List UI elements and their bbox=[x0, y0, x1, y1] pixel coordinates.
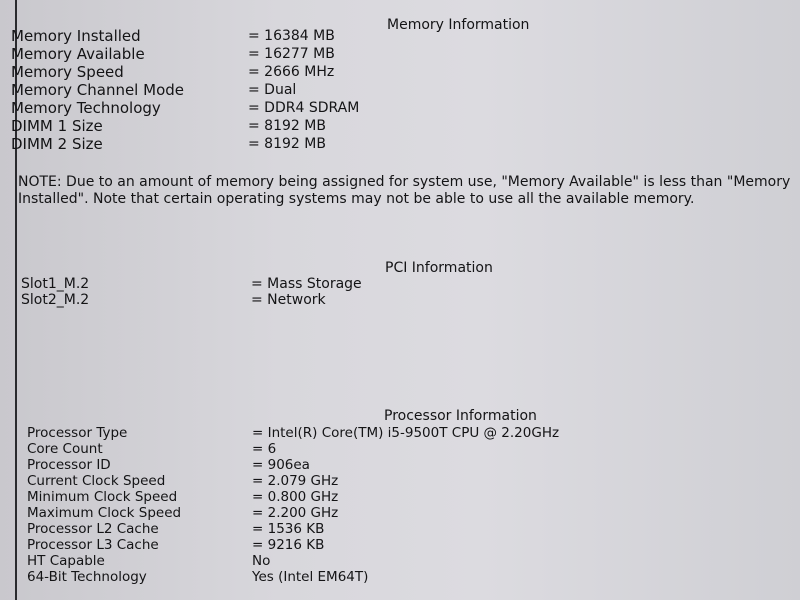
processor-row bbox=[0, 569, 800, 587]
current-clock-speed-label: Current Clock Speed bbox=[27, 473, 166, 489]
slot1-value: = Mass Storage bbox=[251, 276, 362, 292]
dimm1-size-value: = 8192 MB bbox=[248, 118, 326, 134]
memory-installed-value: = 16384 MB bbox=[248, 28, 335, 44]
memory-technology-value: = DDR4 SDRAM bbox=[248, 100, 360, 116]
dimm2-size-value: = 8192 MB bbox=[248, 136, 326, 152]
minimum-clock-speed-value: = 0.800 GHz bbox=[252, 489, 339, 505]
memory-row bbox=[0, 117, 800, 135]
core-count-value: = 6 bbox=[252, 441, 277, 457]
dimm2-size-label: DIMM 2 Size bbox=[11, 135, 103, 153]
memory-row bbox=[0, 81, 800, 99]
l2-cache-label: Processor L2 Cache bbox=[27, 521, 159, 537]
memory-row bbox=[0, 63, 800, 81]
slot2-label: Slot2_M.2 bbox=[21, 292, 90, 308]
memory-installed-label: Memory Installed bbox=[11, 27, 141, 45]
maximum-clock-speed-label: Maximum Clock Speed bbox=[27, 505, 182, 521]
ht-capable-value: No bbox=[252, 553, 271, 569]
memory-channel-mode-label: Memory Channel Mode bbox=[11, 81, 184, 99]
processor-type-label: Processor Type bbox=[27, 425, 128, 441]
l3-cache-label: Processor L3 Cache bbox=[27, 537, 159, 553]
processor-section-title: Processor Information bbox=[384, 408, 537, 424]
memory-row bbox=[0, 135, 800, 153]
ht-capable-label: HT Capable bbox=[27, 553, 105, 569]
memory-technology-label: Memory Technology bbox=[11, 99, 161, 117]
64bit-technology-value: Yes (Intel EM64T) bbox=[252, 569, 369, 585]
memory-available-value: = 16277 MB bbox=[248, 46, 335, 62]
minimum-clock-speed-label: Minimum Clock Speed bbox=[27, 489, 178, 505]
memory-row bbox=[0, 99, 800, 117]
l2-cache-value: = 1536 KB bbox=[252, 521, 325, 537]
dimm1-size-label: DIMM 1 Size bbox=[11, 117, 103, 135]
memory-note-text: NOTE: Due to an amount of memory being assigned for system use, "Memory Available" is less than "Memory Installed". Note that certain operating systems may not be able to use all the available memory. bbox=[18, 174, 791, 207]
processor-id-value: = 906ea bbox=[252, 457, 310, 473]
processor-type-value: = Intel(R) Core(TM) i5-9500T CPU @ 2.20GHz bbox=[252, 425, 560, 441]
64bit-technology-label: 64-Bit Technology bbox=[27, 569, 147, 585]
slot1-label: Slot1_M.2 bbox=[21, 276, 90, 292]
pci-row bbox=[0, 291, 800, 309]
processor-id-label: Processor ID bbox=[27, 457, 111, 473]
memory-speed-value: = 2666 MHz bbox=[248, 64, 335, 80]
pci-section-title: PCI Information bbox=[385, 260, 493, 276]
core-count-label: Core Count bbox=[27, 441, 103, 457]
maximum-clock-speed-value: = 2.200 GHz bbox=[252, 505, 339, 521]
memory-row bbox=[0, 27, 800, 45]
current-clock-speed-value: = 2.079 GHz bbox=[252, 473, 339, 489]
memory-section-title: Memory Information bbox=[387, 17, 530, 33]
memory-row bbox=[0, 45, 800, 63]
memory-channel-mode-value: = Dual bbox=[248, 82, 297, 98]
slot2-value: = Network bbox=[251, 292, 326, 308]
l3-cache-value: = 9216 KB bbox=[252, 537, 325, 553]
memory-available-label: Memory Available bbox=[11, 45, 145, 63]
memory-speed-label: Memory Speed bbox=[11, 63, 124, 81]
